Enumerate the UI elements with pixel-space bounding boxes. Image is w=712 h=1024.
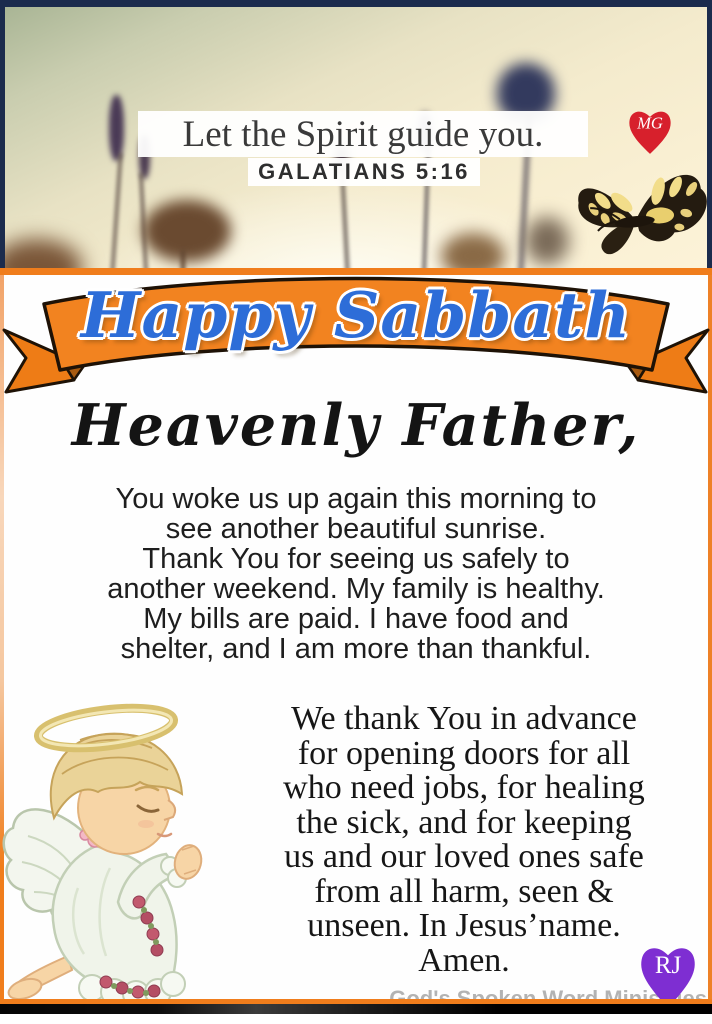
praying-angel-image (0, 688, 234, 1012)
prayer-line: another weekend. My family is healthy. (107, 573, 605, 605)
prayer-line: You woke us up again this morning to (115, 483, 597, 515)
verse-reference: GALATIANS 5:16 (248, 158, 480, 186)
prayer-line: shelter, and I am more than thankful. (120, 633, 592, 665)
prayer-line: who need jobs, for healing (283, 769, 645, 806)
rj-monogram: RJ (654, 952, 682, 980)
prayer-closing (222, 702, 706, 978)
flower-stem (111, 153, 123, 268)
verse-text: Let the Spirit guide you. (138, 111, 588, 157)
prayer-salutation: Heavenly Father, (71, 392, 641, 459)
flower-silhouette (109, 95, 124, 161)
card-body (0, 268, 712, 1014)
prayer-line: from all harm, seen & (314, 872, 614, 910)
prayer-line: the sick, and for keeping (296, 803, 632, 841)
prayer-line: We thank You in advance (291, 700, 637, 737)
prayer-line: My bills are paid. I have food and (143, 603, 569, 635)
butterfly-image (575, 151, 712, 268)
banner-greeting: Happy Sabbath (80, 278, 632, 352)
prayer-line: unseen. In Jesus’name. (307, 907, 621, 944)
mg-monogram: MG (637, 113, 663, 133)
flower-silhouette (441, 233, 505, 268)
prayer-line: see another beautiful sunrise. (165, 513, 547, 545)
prayer-line: us and our loved ones safe (284, 838, 644, 875)
photo-header (0, 0, 712, 268)
prayer-opening (0, 484, 712, 664)
flower-silhouette (143, 200, 231, 262)
prayer-amen: Amen. (418, 941, 510, 979)
flower-silhouette (525, 217, 569, 265)
bottom-black-bar (0, 1004, 712, 1014)
prayer-line: Thank You for seeing us safely to (142, 543, 570, 575)
flower-silhouette (0, 239, 83, 268)
prayer-line: for opening doors for all (297, 734, 631, 772)
